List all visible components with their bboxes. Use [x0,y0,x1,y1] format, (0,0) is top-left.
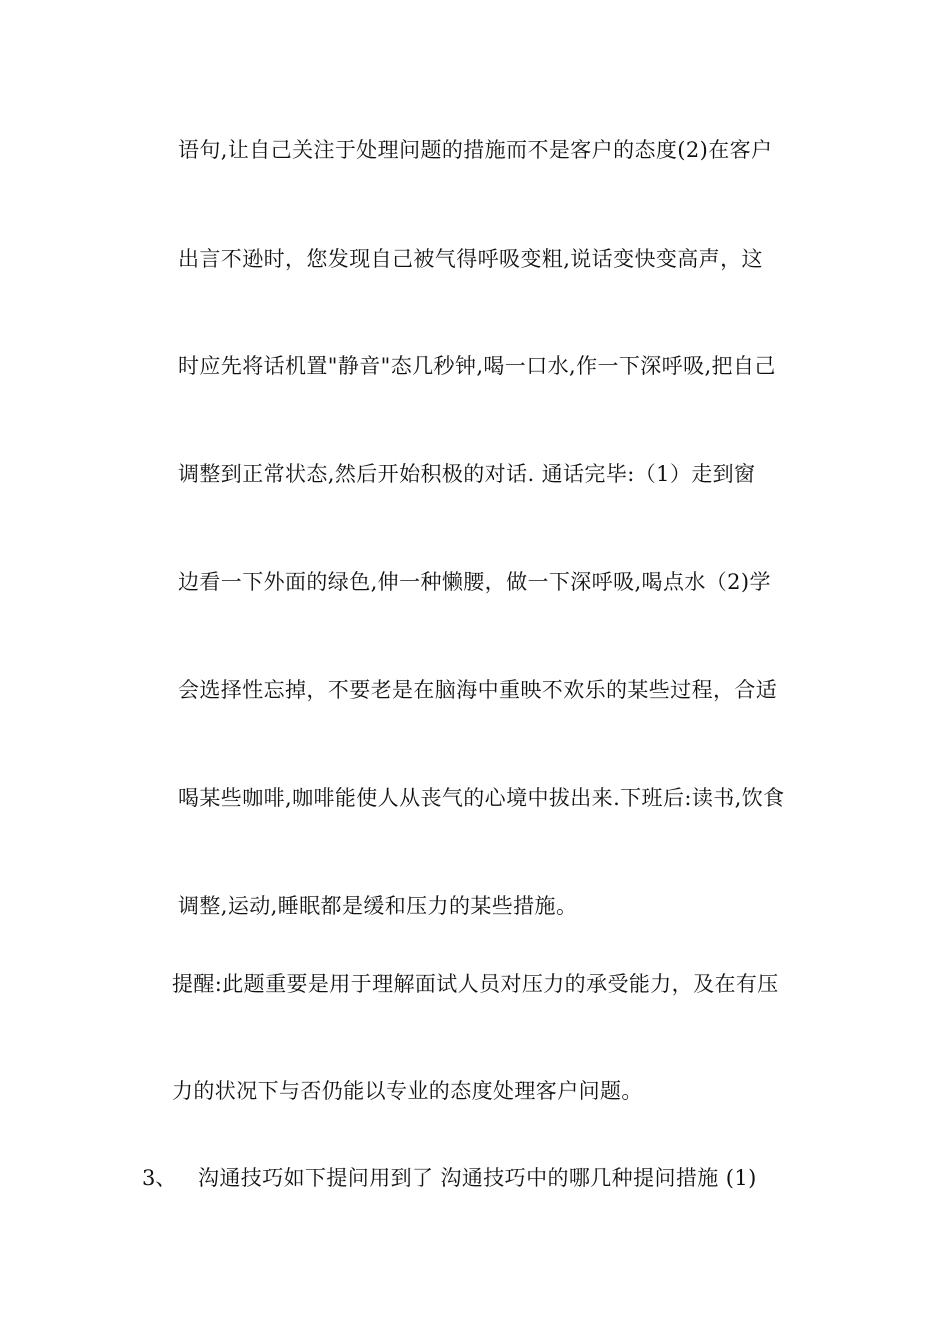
reminder-line: 力的状况下与否仍能以专业的态度处理客户问题。 [172,1079,643,1103]
paragraph-line: 时应先将话机置"静音"态几秒钟,喝一口水,作一下深呼吸,把自己 [178,354,776,378]
paragraph-line: 喝某些咖啡,咖啡能使人从丧气的心境中拔出来.下班后:读书,饮食 [178,786,785,810]
reminder-line: 提醒:此题重要是用于理解面试人员对压力的承受能力，及在有压 [172,972,779,996]
paragraph-line: 语句,让自己关注于处理问题的措施而不是客户的态度(2)在客户 [178,138,773,162]
paragraph-line: 调整,运动,睡眠都是缓和压力的某些措施。 [178,894,578,918]
paragraph-line: 调整到正常状态,然后开始积极的对话. 通话完毕:（1）走到窗 [178,462,756,486]
paragraph-line: 出言不逊时，您发现自己被气得呼吸变粗,说话变快变高声，这 [178,247,763,271]
paragraph-line: 边看一下外面的绿色,伸一种懒腰，做一下深呼吸,喝点水（2)学 [178,570,771,594]
list-item-text: 沟通技巧如下提问用到了 沟通技巧中的哪几种提问措施 (1) [198,1166,757,1190]
paragraph-line: 会选择性忘掉，不要老是在脑海中重映不欢乐的某些过程，合适 [178,678,778,702]
list-item-number: 3、 [142,1166,177,1190]
